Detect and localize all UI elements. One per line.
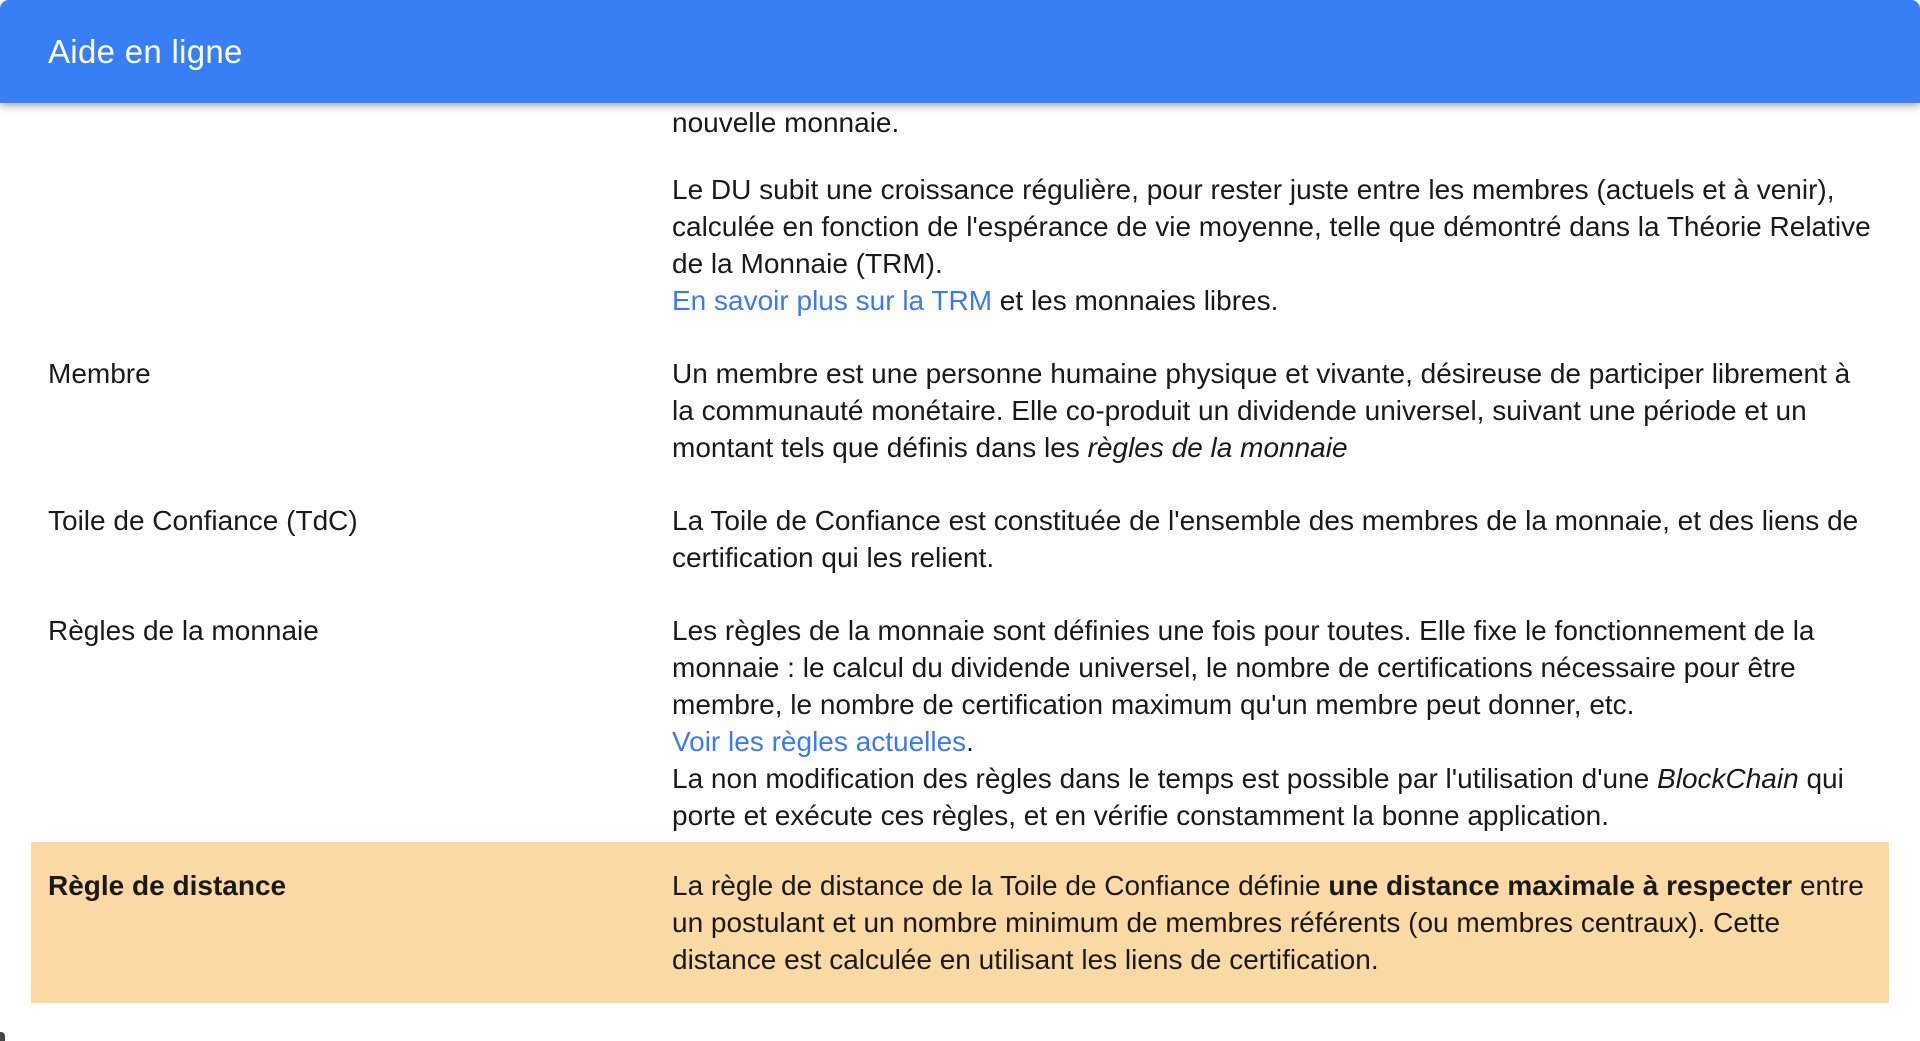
italic-text: BlockChain [1657,763,1799,794]
text-segment: nouvelle monnaie. [672,107,900,138]
italic-text: règles de la monnaie [1087,432,1348,463]
text-segment: et les monnaies libres. [992,285,1279,316]
text-segment: entre un postulant et un nombre minimum de membres référents (ou membres centraux). Cette distance est calculée en utilisant les liens de certification. [672,870,1864,975]
term-label: Règle de distance [48,870,287,901]
rules-link[interactable]: Voir les règles actuelles [672,726,967,757]
glossary-row-regle-de-distance [31,842,1889,1003]
text-segment: Un membre est une personne humaine physique et vivante, désireuse de participer librement à la communauté monétaire. Elle co-produit un dividende universel, suivant une période et un montant tels que définis dans les [672,358,1851,463]
text-segment: La règle de distance de la Toile de Confiance définie [672,870,1329,901]
definition-text [672,867,1872,978]
text-segment: Le DU subit une croissance régulière, pour rester juste entre les membres (actuels et à venir), calculée en fonction de l'espérance de vie moyenne, telle que démontré dans la Théorie Relative de la Monnaie (TRM). [672,174,1871,279]
term-label: Membre [48,358,151,389]
term-label: Toile de Confiance (TdC) [48,505,358,536]
header-bar [0,0,1920,103]
text-segment: La Toile de Confiance est constituée de l'ensemble des membres de la monnaie, et des liens de certification qui les relient. [672,505,1859,573]
trm-link[interactable]: En savoir plus sur la TRM [672,285,993,316]
text-segment: . [966,726,974,757]
text-segment: qui porte et exécute ces règles, et en vérifie constamment la bonne application. [672,763,1844,831]
text-segment: Les règles de la monnaie sont définies une fois pour toutes. Elle fixe le fonctionnement de la monnaie : le calcul du dividende universel, le nombre de certifications nécessaire pour être membre, le nombre de certification maximum qu'un membre peut donner, etc. [672,615,1815,720]
glossary-row-regles-de-la-monnaie [31,612,1889,834]
glossary-row-toile-de-confiance [31,502,1889,576]
glossary [0,103,1920,1003]
definition-text [672,355,1872,466]
definition-text [672,612,1872,834]
bold-text: une distance maximale à respecter [1328,870,1793,901]
glossary-row-membre [31,355,1889,466]
glossary-row-previous-definition [31,104,1889,319]
page-title: Aide en ligne [48,32,243,70]
definition-text [672,104,1872,319]
definition-text [672,502,1872,576]
term-label: Règles de la monnaie [48,615,319,646]
text-segment: La non modification des règles dans le temps est possible par l'utilisation d'une [672,763,1658,794]
bottom-left-artifact [0,1032,5,1041]
